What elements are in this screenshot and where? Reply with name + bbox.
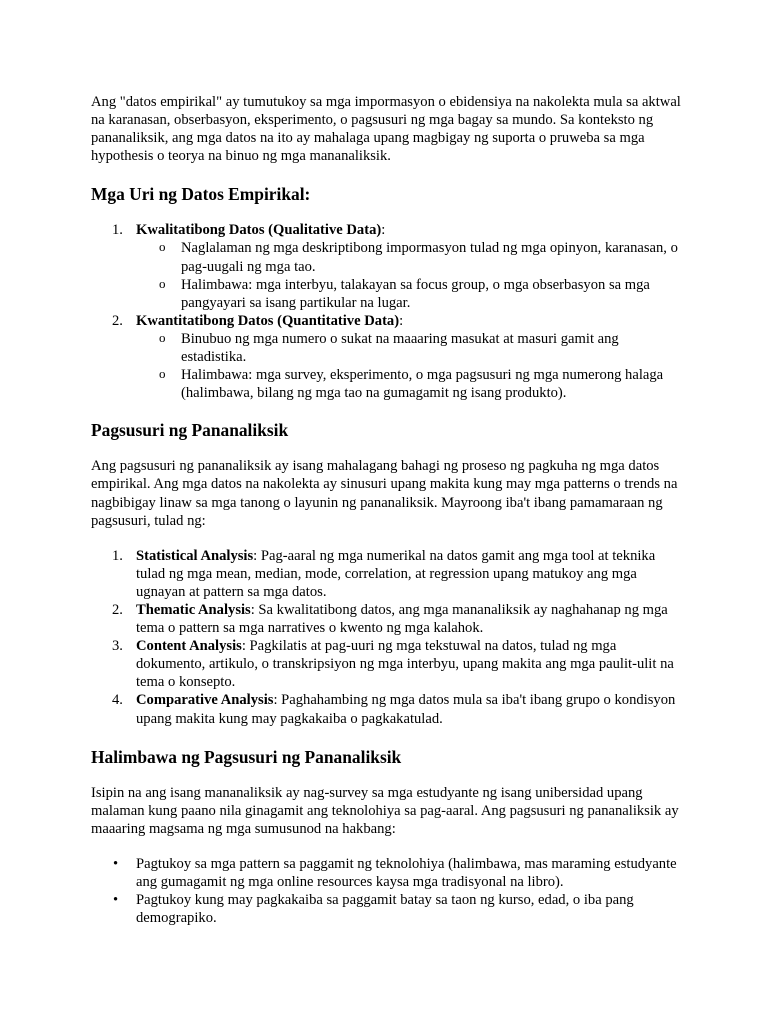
- list-item-text: : Pagkilatis at pag-uuri ng mga tekstuwal na datos, tulad ng mga dokumento, artikulo, o transkripsiyon ng mga interbyu, upang makita ang mga paulit-ulit na tema o konsepto.: [136, 638, 674, 691]
- sub-list-item: [136, 276, 681, 312]
- sub-bullet: o: [159, 329, 166, 345]
- list-item: [91, 891, 681, 927]
- list-item-title: Statistical Analysis: [136, 547, 254, 564]
- list-item-title: Kwantitatibong Datos (Quantitative Data): [136, 312, 400, 329]
- list-item: [91, 601, 681, 637]
- list-item: [91, 547, 681, 601]
- data-types-list: [91, 221, 681, 402]
- list-item: [91, 637, 681, 691]
- document-page: [91, 93, 681, 927]
- sub-list-text: Halimbawa: mga survey, eksperimento, o mga pagsusuri ng mga numerong halaga (halimbawa, bilang ng mga tao na gumagamit ng isang produkto).: [181, 367, 664, 402]
- sub-bullet: o: [159, 239, 166, 255]
- sub-list-item: [136, 366, 681, 402]
- list-item-title: Content Analysis: [136, 638, 242, 655]
- section-heading-example: Halimbawa ng Pagsusuri ng Pananaliksik: [91, 746, 402, 767]
- list-item-text: : Pag-aaral ng mga numerikal na datos gamit ang mga tool at teknika tulad ng mga mean, median, mode, correlation, at regression upang matukoy ang mga ugnayan at pattern sa mga datos.: [136, 547, 656, 600]
- sub-list-item: [136, 330, 681, 366]
- list-number: 2.: [112, 601, 123, 618]
- sub-list: [136, 330, 681, 402]
- sub-list-text: Halimbawa: mga interbyu, talakayan sa focus group, o mga obserbasyon sa mga pangyayari sa isang partikular na lugar.: [181, 276, 650, 311]
- analysis-paragraph: Ang pagsusuri ng pananaliksik ay isang mahalagang bahagi ng proseso ng pagkuha ng mga datos empirikal. Ang mga datos na nakolekta ay sinusuri upang makita kung may mga patterns o trends na nagbibigay linaw sa mga tanong o layunin ng pananaliksik. Mayroong iba't ibang pamamaraan ng pagsusuri, tulad ng:: [91, 458, 678, 529]
- list-item-text: Pagtukoy kung may pagkakaiba sa paggamit batay sa taon ng kurso, edad, o iba pang demograpiko.: [136, 892, 634, 927]
- list-item-suffix: :: [399, 312, 404, 329]
- list-item-suffix: :: [381, 222, 386, 239]
- sub-list-text: Naglalaman ng mga deskriptibong impormasyon tulad ng mga opinyon, karanasan, o pag-uugali ng mga tao.: [181, 240, 678, 275]
- analysis-methods-list: [91, 547, 681, 728]
- example-paragraph: Isipin na ang isang mananaliksik ay nag-survey sa mga estudyante ng isang unibersidad upang malaman kung paano nila ginagamit ang teknolohiya sa pag-aaral. Ang pagsusuri ng pananaliksik ay maaaring magsama ng mga sumusunod na hakbang:: [91, 784, 679, 837]
- list-item-title: Thematic Analysis: [136, 601, 251, 618]
- list-item-text: : Sa kwalitatibong datos, ang mga mananaliksik ay naghahanap ng mga tema o pattern sa mga narratives o kwento ng mga kalahok.: [136, 601, 668, 637]
- bullet-marker: •: [113, 855, 119, 872]
- list-item: [91, 855, 681, 891]
- section-heading-types: Mga Uri ng Datos Empirikal:: [91, 184, 311, 205]
- list-item-title: Comparative Analysis: [136, 692, 274, 709]
- list-item: [91, 312, 681, 402]
- list-item: [91, 221, 681, 311]
- section-heading-analysis: Pagsusuri ng Pananaliksik: [91, 420, 289, 441]
- list-number: 4.: [112, 692, 123, 709]
- example-steps-list: [91, 855, 681, 927]
- list-number: 1.: [112, 222, 123, 239]
- intro-paragraph: Ang "datos empirikal" ay tumutukoy sa mga impormasyon o ebidensiya na nakolekta mula sa aktwal na karanasan, obserbasyon, eksperimento, o pagsusuri ng mga bagay sa mundo. Sa konteksto ng pananaliksik, ang mga datos na ito ay mahalaga upang magbigay ng suporta o pruweba sa mga hypothesis o teorya na binuo ng mga mananaliksik.: [91, 94, 681, 165]
- list-item: [91, 691, 681, 727]
- sub-bullet: o: [159, 275, 166, 291]
- list-item-text: : Paghahambing ng mga datos mula sa iba't ibang grupo o kondisyon upang makita kung may pagkakaiba o pagkakatulad.: [136, 692, 676, 727]
- bullet-marker: •: [113, 892, 119, 909]
- sub-list-text: Binubuo ng mga numero o sukat na maaaring masukat at masuri gamit ang estadistika.: [181, 330, 619, 366]
- list-number: 3.: [112, 638, 123, 655]
- sub-bullet: o: [159, 366, 166, 382]
- list-number: 1.: [112, 547, 123, 564]
- list-item-title: Kwalitatibong Datos (Qualitative Data): [136, 222, 382, 239]
- list-number: 2.: [112, 312, 123, 329]
- sub-list: [136, 239, 681, 311]
- list-item-text: Pagtukoy sa mga pattern sa paggamit ng teknolohiya (halimbawa, mas maraming estudyante ang gumagamit ng mga online resources kaysa mga tradisyonal na libro).: [136, 855, 677, 890]
- sub-list-item: [136, 239, 681, 275]
